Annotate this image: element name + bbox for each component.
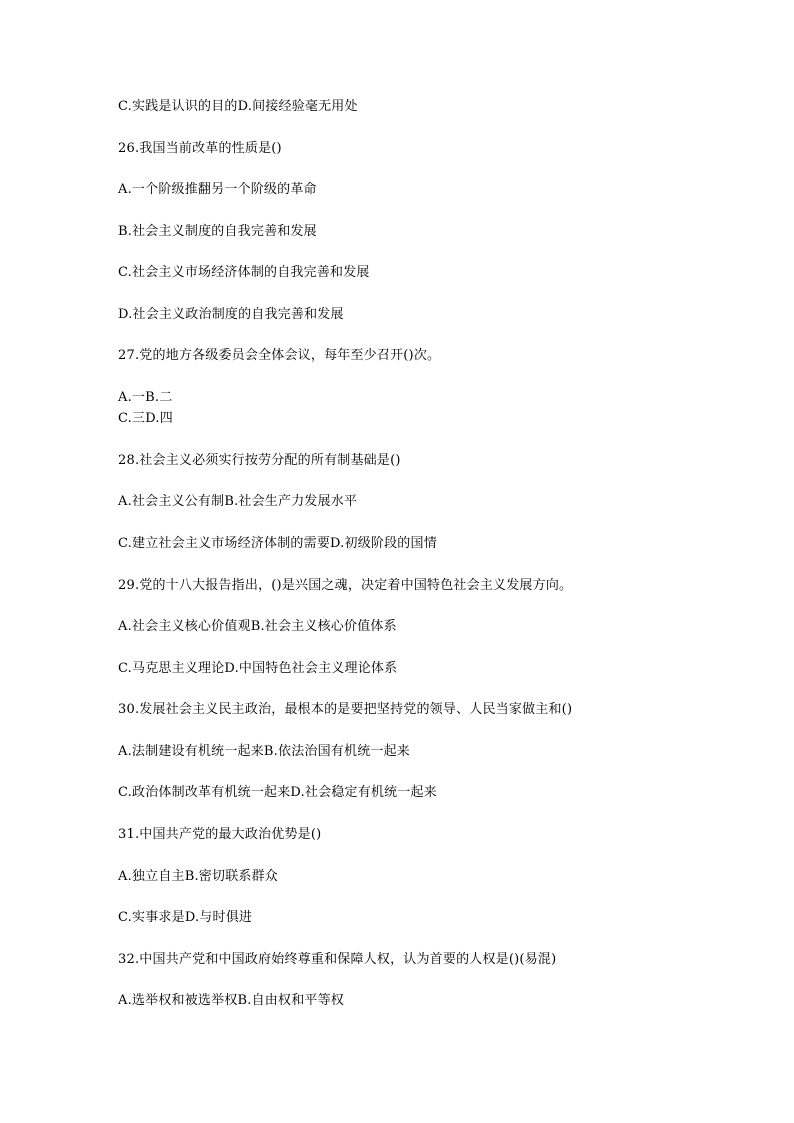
option-line: C.社会主义市场经济体制的自我完善和发展 xyxy=(118,265,370,280)
question-31: 31.中国共产党的最大政治优势是() xyxy=(118,827,322,842)
question-26: 26.我国当前改革的性质是() xyxy=(118,141,282,156)
option-line: C.政治体制改革有机统一起来D.社会稳定有机统一起来 xyxy=(118,785,437,800)
option-line: C.实事求是D.与时俱进 xyxy=(118,910,253,925)
option-line: A.社会主义核心价值观B.社会主义核心价值体系 xyxy=(118,619,397,634)
question-28: 28.社会主义必须实行按劳分配的所有制基础是() xyxy=(118,453,401,468)
option-line: A.社会主义公有制B.社会生产力发展水平 xyxy=(118,494,358,509)
option-line: A.独立自主B.密切联系群众 xyxy=(118,869,279,884)
question-30: 30.发展社会主义民主政治，最根本的是要把坚持党的领导、人民当家做主和() xyxy=(118,702,573,717)
question-27: 27.党的地方各级委员会全体会议，每年至少召开()次。 xyxy=(118,348,441,363)
option-line: A.法制建设有机统一起来B.依法治国有机统一起来 xyxy=(118,744,411,759)
option-line: A.一B.二 xyxy=(118,390,173,405)
option-line: B.社会主义制度的自我完善和发展 xyxy=(118,224,317,239)
question-32: 32.中国共产党和中国政府始终尊重和保障人权，认为首要的人权是()(易混) xyxy=(118,952,557,967)
option-line: A.一个阶级推翻另一个阶级的革命 xyxy=(118,182,317,197)
option-line: D.社会主义政治制度的自我完善和发展 xyxy=(118,307,344,322)
option-line: A.选举权和被选举权B.自由权和平等权 xyxy=(118,993,345,1008)
option-line: C.建立社会主义市场经济体制的需要D.初级阶段的国情 xyxy=(118,536,437,551)
text-line: C.实践是认识的目的D.间接经验毫无用处 xyxy=(118,99,358,114)
option-line: C.马克思主义理论D.中国特色社会主义理论体系 xyxy=(118,661,398,676)
option-line: C.三D.四 xyxy=(118,411,173,426)
question-29: 29.党的十八大报告指出，()是兴国之魂，决定着中国特色社会主义发展方向。 xyxy=(118,578,573,593)
